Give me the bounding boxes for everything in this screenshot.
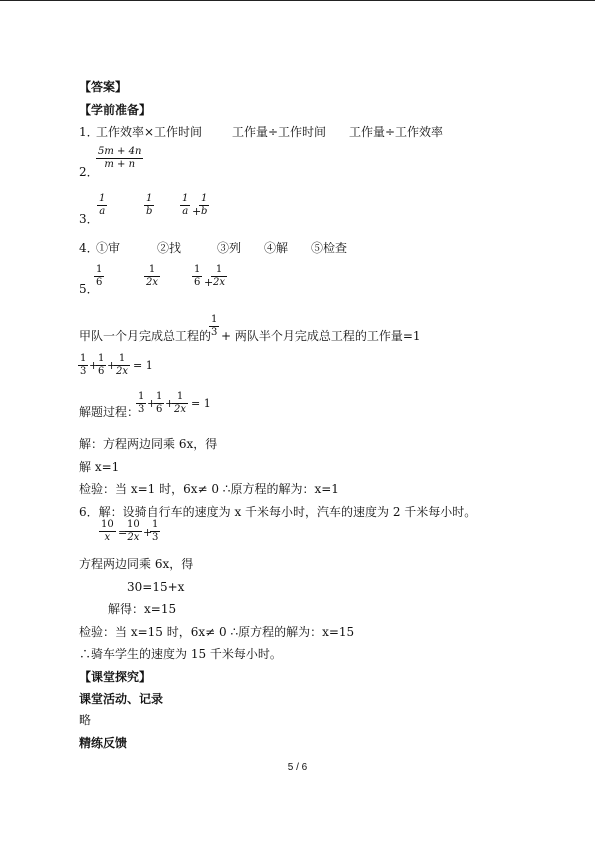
relation-text-pre: 甲队一个月完成总工程的	[79, 329, 212, 343]
omit-note: 略	[79, 713, 92, 727]
eq3-fraction-right: 1 3	[152, 519, 159, 543]
feedback-header: 精练反馈	[79, 736, 128, 750]
q2-fraction	[96, 146, 143, 171]
eq2-rhs: = 1	[191, 397, 211, 410]
solution-step-5: 解得：x=15	[108, 602, 177, 616]
check-1: 检验：当 x=1 时，6x≠ 0 ∴原方程的解为：x=1	[79, 482, 339, 496]
q4-step-3: ③列	[217, 241, 242, 255]
solve-label: 解题过程：	[79, 405, 140, 419]
solution-step-2: 解 x=1	[79, 460, 120, 474]
q4-step-1: ①审	[96, 241, 121, 255]
q5-fraction-3a: 1 6	[194, 264, 201, 288]
eq2-plus-2: +	[165, 397, 175, 410]
q1-answer-a: 工作效率×工作时间	[96, 125, 203, 139]
q4-step-4: ④解	[264, 241, 289, 255]
q3-plus: +	[192, 205, 202, 218]
relation-fraction: 1 3	[211, 314, 218, 338]
relation-text-post: + 两队半个月完成总工程的工作量=1	[221, 329, 421, 343]
q6-statement: 6．解：设骑自行车的速度为 x 千米每小时，汽车的速度为 2 千米每小时。	[79, 505, 477, 519]
q4-number: 4．	[79, 241, 99, 255]
q5-number: 5．	[79, 282, 99, 296]
q3-fraction-3b: 1 b	[201, 193, 208, 217]
eq2-fraction-a: 1 3	[138, 391, 145, 415]
q5-plus: +	[204, 276, 214, 289]
eq3-plus: +	[143, 526, 153, 539]
q1-number: 1．	[79, 125, 99, 139]
eq1-fraction-a: 1 3	[80, 353, 87, 377]
eq2-plus-1: +	[147, 397, 157, 410]
q2-number: 2．	[79, 165, 99, 179]
q4-step-5: ⑤检查	[311, 241, 348, 255]
solution-step-3: 方程两边同乘 6x，得	[79, 557, 194, 571]
prep-header: 【学前准备】	[79, 103, 152, 117]
page-number: 5 / 6	[287, 762, 308, 773]
q3-number: 3．	[79, 212, 99, 226]
solution-step-1: 解：方程两边同乘 6x，得	[79, 437, 218, 451]
eq2-fraction-b: 1 6	[156, 391, 163, 415]
eq3-fraction-middle: 10 2x	[127, 519, 140, 543]
q3-fraction-3a: 1 a	[182, 193, 189, 217]
conclusion: ∴骑车学生的速度为 15 千米每小时。	[79, 647, 282, 661]
eq1-plus-1: +	[89, 359, 99, 372]
answer-header: 【答案】	[79, 80, 128, 94]
eq3-fraction-left: 10 x	[101, 519, 114, 543]
q4-step-2: ②找	[157, 241, 182, 255]
q3-fraction-2: 1 b	[146, 193, 153, 217]
eq2-fraction-c: 1 2x	[174, 391, 187, 415]
activity-header: 课堂活动、记录	[79, 692, 164, 706]
eq1-fraction-b: 1 6	[98, 353, 105, 377]
eq1-plus-2: +	[107, 359, 117, 372]
eq1-rhs: = 1	[133, 359, 153, 372]
q2-denominator: m + n	[104, 159, 136, 170]
q5-fraction-2: 1 2x	[146, 264, 159, 288]
q2-numerator: 5m + 4n	[98, 146, 142, 157]
explore-header: 【课堂探究】	[79, 670, 152, 684]
q1-answer-c: 工作量÷工作效率	[349, 125, 444, 139]
top-border	[0, 0, 595, 1]
q5-fraction-3b: 1 2x	[213, 264, 226, 288]
eq1-fraction-c: 1 2x	[116, 353, 129, 377]
check-2: 检验：当 x=15 时，6x≠ 0 ∴原方程的解为：x=15	[79, 625, 355, 639]
solution-step-4: 30=15+x	[127, 580, 185, 594]
q3-fraction-1: 1 a	[99, 193, 106, 217]
q5-fraction-1: 1 6	[96, 264, 103, 288]
eq3-equals: =	[118, 526, 128, 539]
q1-answer-b: 工作量÷工作时间	[232, 125, 327, 139]
